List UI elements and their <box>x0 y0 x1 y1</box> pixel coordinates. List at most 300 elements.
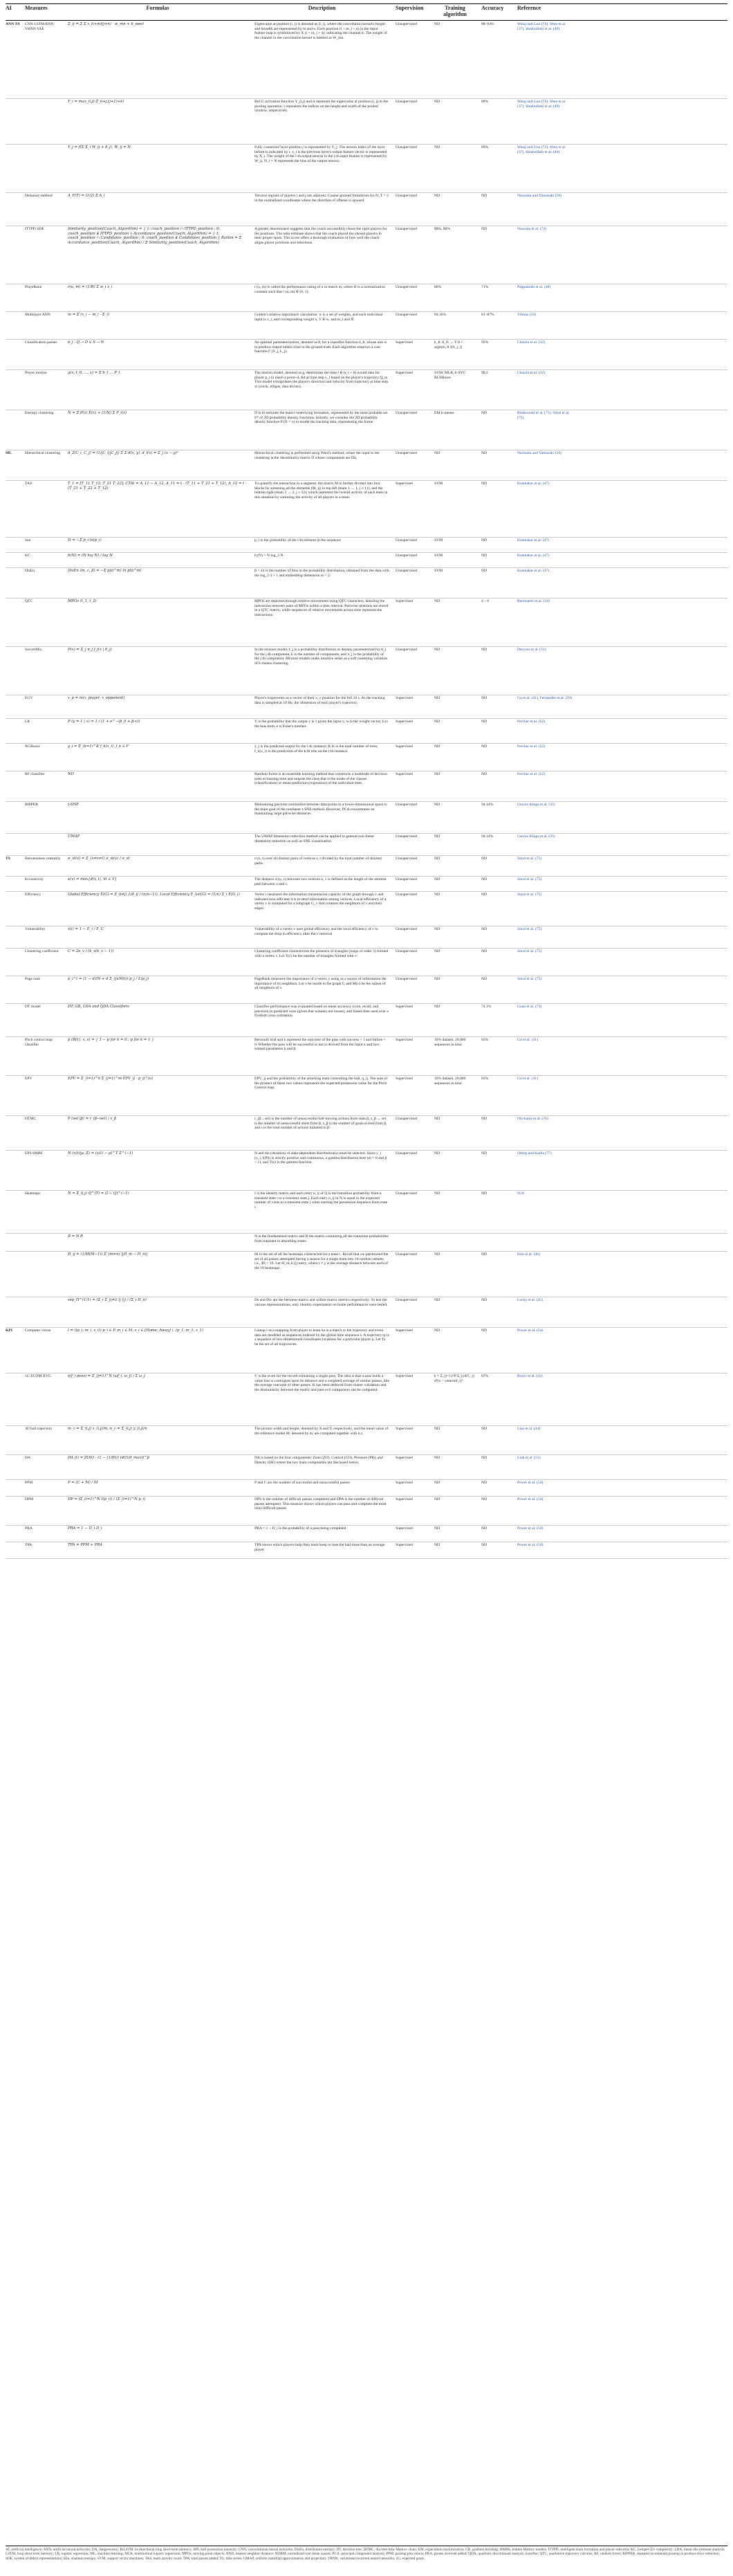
row-supervision: Unsupervised <box>396 1151 417 1155</box>
table-row <box>6 480 727 538</box>
row-measure: Hierarchical clustering <box>25 451 61 455</box>
row-category <box>6 145 24 192</box>
row-supervision: Supervised <box>396 1497 413 1501</box>
row-measure: Eccentricity <box>25 877 44 881</box>
table-row <box>6 948 727 976</box>
row-accuracy: ND <box>481 857 488 861</box>
row-accuracy: ND <box>481 1427 488 1431</box>
row-formula: ND <box>68 772 74 776</box>
row-description: Golden's relative importance calculation: w is a set of weights, and each individual input is x_i, and corresponding weight x, Y ∈ w, and m_i and X'. <box>254 313 383 322</box>
row-description: r (u, m) is called the performance rating of u in match m, where R is a normalization constant such that r (u, m) ∈ [0, 1]. <box>254 285 386 294</box>
row-formula: DA (t) = ZO(t) · (1 − (1/f(t)) (d(t)/d_max))^β <box>68 1456 149 1460</box>
row-description: D is to estimate the team's underlying formation, represented by the most probable set F* of 2D probability density functions. Initially, we consider the 2D probability density function P (X = x) to model the tracking data, representing the frame. <box>254 411 388 425</box>
row-measure: Heatmaps <box>25 1191 41 1196</box>
row-formula: P (y = 1 | x) = 1 / (1 + e^−(β_0 + β·x)) <box>68 720 140 724</box>
table-row <box>6 21 727 99</box>
row-description: The distance d (u, v) between two vertices u, v is defined as the length of the shortest path between u and v. <box>254 877 387 886</box>
row-description: r_(β→set) is the number of unsuccessful ball-moving actions from state β, s_β → set is the number of unsuccessful shots from β, s_β is the number of goals scored from β, and s is the total number of actions initiated in β. <box>254 1117 387 1131</box>
row-formula: P(x) = Σ_j π_j f_j(x | θ_j) <box>68 648 112 652</box>
row-training: ND <box>434 772 440 776</box>
row-reference: Fercher et al. (52) <box>517 772 546 776</box>
table-row <box>6 98 727 145</box>
row-description: Random forest is an ensemble learning method that constructs a multitude of decision trees at training time and outputs the class that is the mode of the classes (classification) or mean prediction (regression) of the individual trees. <box>254 772 388 786</box>
table-row <box>6 801 727 834</box>
row-category: TS <box>6 857 10 861</box>
table-page <box>6 3 727 2573</box>
row-supervision: Supervised <box>396 482 413 486</box>
row-training: ND <box>434 1252 440 1257</box>
row-accuracy: 87% <box>481 1374 489 1378</box>
row-accuracy: 94.14% <box>481 803 494 807</box>
row-measure: EGV <box>25 696 33 700</box>
row-training: SVM <box>434 482 443 486</box>
row-training: MIS, 80% <box>434 227 450 231</box>
row-supervision: Unsupervised <box>396 977 417 981</box>
row-measure: DPM <box>25 1497 34 1501</box>
table-row <box>6 284 727 312</box>
row-accuracy: ND <box>481 893 488 897</box>
row-supervision: Unsupervised <box>396 648 417 652</box>
header-description: Description <box>308 5 336 11</box>
row-training: ND <box>434 1526 440 1531</box>
table-row <box>6 1150 727 1191</box>
row-training: ND <box>434 145 440 149</box>
row-accuracy: 93% <box>481 340 489 345</box>
row-reference: Kusmakar et al. (47) <box>517 482 549 486</box>
row-training: ND <box>434 1481 440 1485</box>
row-category <box>6 877 24 890</box>
row-reference: Liao et al. (44) <box>517 1427 541 1431</box>
row-category <box>6 893 24 925</box>
row-formula: B = N R <box>68 1234 84 1239</box>
row-accuracy: 74.1% <box>481 1005 492 1009</box>
table-row <box>6 976 727 1004</box>
row-supervision: Supervised <box>396 1456 413 1460</box>
row-measure: PRA <box>25 1526 33 1531</box>
row-category <box>6 599 24 646</box>
row-category <box>6 720 24 742</box>
table-row <box>6 1233 727 1252</box>
row-supervision: Supervised <box>396 1427 413 1431</box>
row-measure: DT model <box>25 1005 41 1009</box>
table-row <box>6 771 727 802</box>
row-accuracy: ND <box>481 569 488 573</box>
row-accuracy: ND <box>481 1117 488 1121</box>
row-reference: Sitral et al. (75) <box>517 893 542 897</box>
row-description: PageRank measures the importance of a vertex v using as a source of information the importance of its neighbors. Let v be inside in the graph G and M(v) be the subset of all neighbors of v. <box>254 977 387 991</box>
row-reference: Narizuka and Yamazaki (50) <box>517 451 562 455</box>
row-formula: r(u, m) = (1/R) Σ w_i x_i <box>68 285 113 289</box>
row-formula: sep_H^(1/1) = (Σ_i Σ_(j≠i) ||·||) / (Σ_i H_ii) <box>68 1298 147 1302</box>
row-measure: SoccerMix <box>25 648 42 652</box>
row-formula: v(i) = 1 − E_i / E_G <box>68 927 104 931</box>
row-reference: N/A <box>517 1191 524 1196</box>
table-row <box>6 144 727 193</box>
row-category <box>6 1252 24 1296</box>
row-category <box>6 1543 24 1558</box>
row-description: To quantify the interaction in a segment, the matrix M is further divided into four blocks by summing all the elements (M_ij) in top left (team 1 → 1, j ≤ 11), and the bottom right (team 2 → 2, j ≥ 12), which represent the overall activity of each team in this situation by summing the activity of all players in a team. <box>254 482 388 500</box>
row-category <box>6 340 24 369</box>
row-accuracy: ND <box>481 949 488 953</box>
table-row <box>6 855 727 877</box>
header-accuracy: Accuracy <box>481 5 504 11</box>
row-measure: Efficiency <box>25 893 41 897</box>
row-reference: Wang and Guo (72), Shen et al. (37), Shokrollahi et al. (49) <box>517 100 566 109</box>
row-formula: m = Σ (x_i − m_i · Σ_i) <box>68 313 110 317</box>
header-formulas: Formulas <box>146 5 169 11</box>
row-training: ND <box>434 949 440 953</box>
row-measure: EPV <box>25 1077 33 1081</box>
row-reference: Nouvian et al. (72) <box>517 227 547 231</box>
row-accuracy: 90.2 <box>481 371 488 375</box>
row-accuracy: 89% <box>481 145 489 149</box>
table-row <box>6 410 727 450</box>
row-supervision: Supervised <box>396 696 413 700</box>
row-category: ANN TA <box>6 22 20 26</box>
row-supervision: Supervised <box>396 1481 413 1485</box>
row-description: In the mixture model, f_j is a probability distribution or density parameterized by θ_j for the j-th component, k is the number of components, and π_j is the probability of the j-th component. Mixture models make intuitive sense as a soft clustering variation of k-means clustering. <box>254 648 388 666</box>
row-measure: Vulnerability <box>25 927 46 931</box>
row-measure: TPA <box>25 1543 33 1547</box>
row-reference: Beernaerts et al. (34) <box>517 599 550 603</box>
row-reference: Wang and Guo (72), Shen et al. (37), Shokrollahi et al. (49) <box>517 145 566 154</box>
row-accuracy: ND <box>481 1151 488 1155</box>
row-supervision: Unsupervised <box>396 194 417 198</box>
row-formula: ŷ_i = Σ_(k=1)^K f_k(x_i), f_k ∈ F <box>68 745 129 749</box>
row-measure: Entropy clustering <box>25 411 54 415</box>
row-supervision: Supervised <box>396 1526 413 1531</box>
row-description: I is the identity matrix and each entry n_ij of Q is the transition probability from a transient state i to a transient state j. Each entry n_ij in N is equal to the expected number of visits to a transient state j when starting the possession sequence from state i. <box>254 1191 388 1209</box>
row-supervision: Unsupervised <box>396 538 417 542</box>
row-measure: ITTPD SDE <box>25 227 44 231</box>
row-supervision: Supervised <box>396 371 413 375</box>
row-description: Hi is the set of all the heatmaps constructed for a team i. Recall that we partitioned the set of all passes attempted during a season for a single team into 10 random subsets, i.e., |H| = 10. Let H_m, k (j) entry, where i ≠ j, is the average distance between each of the 10 heatmaps. <box>254 1252 389 1270</box>
row-category <box>6 554 24 567</box>
row-description: p_i is the probability of the i-th element in the sequence <box>254 538 341 542</box>
row-category <box>6 745 24 770</box>
row-reference: Bialkowski et al. (73), Sitral et al. (75) <box>517 411 570 420</box>
row-description: Hierarchical clustering is performed using Ward's method, where the input to the clustering is the dissimilarity matrix D whose components are Dij. <box>254 451 380 460</box>
row-reference: Fercher et al. (52) <box>517 720 546 724</box>
table-row <box>6 339 727 370</box>
row-training: SVM <box>434 554 443 558</box>
row-supervision: Unsupervised <box>396 893 417 897</box>
table-row <box>6 450 727 481</box>
row-supervision: Supervised <box>396 1374 413 1378</box>
row-accuracy: ND <box>481 720 488 724</box>
row-description: DA is based on the four components: Zone (ZO), Control (CO), Pressure (PR), and Density (DE) where the two main components are discussed below. <box>254 1456 383 1465</box>
row-formula: A_F(T) = (1/2) Σ A_i <box>68 194 105 198</box>
row-measure: PlayeRank <box>25 285 42 289</box>
row-category <box>6 1497 24 1524</box>
header-reference: Reference <box>517 5 541 11</box>
row-category <box>6 569 24 597</box>
row-formula: UMAP <box>68 834 80 839</box>
row-category <box>6 371 24 409</box>
row-reference: Decroos et al. (51) <box>517 648 546 652</box>
table-row <box>6 552 727 568</box>
row-measure <box>25 1234 65 1250</box>
row-description: σ (s, t) over all distinct pairs of vertices s, t divided by the total number of shortest paths. <box>254 857 382 866</box>
row-category <box>6 313 24 338</box>
row-category <box>6 1374 24 1425</box>
row-reference: Power et al. (54) <box>517 1328 544 1333</box>
row-formula: PRA = 1 − Π_i D_i <box>68 1526 102 1531</box>
row-training: ND <box>434 877 440 881</box>
row-accuracy: ND <box>481 745 488 749</box>
table-row <box>6 1454 727 1480</box>
row-measure: TAS <box>25 482 33 486</box>
row-training: ND <box>434 648 440 652</box>
row-category <box>6 834 24 855</box>
row-supervision: Supervised <box>396 340 413 345</box>
row-description: Bernoulli trial and k represent the outcome of the pass with success = 1 and failure = 0. Whether the pass will be successful or not is derived from the input x and two trained parameters k and β. <box>254 1038 386 1052</box>
row-training: ND <box>434 451 440 455</box>
row-description: The UMAP dimension reduction method can be applied to general non-linear dimension reduction as well as SNE visualization. <box>254 834 375 843</box>
row-measure: XGBoost <box>25 745 40 749</box>
row-description: Ds and Dw are the between-matrix and within-matrix metrics respectively. To test the various representations, only identity experiments on home performances were tested. <box>254 1298 388 1307</box>
row-training: k_θ: θ_N → Y θ = argmin_θ J(S_j, ĵ) <box>434 340 463 349</box>
row-training: ND <box>434 803 440 807</box>
row-category <box>6 1427 24 1454</box>
row-supervision: Supervised <box>396 772 413 776</box>
row-reference: Otting and Karlis (77) <box>517 1151 552 1155</box>
row-formula: H_ij = (1/M(M−1)) Σ_(m≠n) ||H_m − H_n|| <box>68 1252 148 1257</box>
row-measure: KC <box>25 554 30 558</box>
row-supervision: Unsupervised <box>396 100 417 104</box>
row-accuracy: 71% <box>481 285 489 289</box>
row-description: Clustering coefficient characterizes the presence of triangles (loops of order 3) formed with a vertex v. Let T(v) be the number of triangles formed with v. <box>254 949 389 958</box>
row-training: 94.16% <box>434 313 447 317</box>
row-supervision: Unsupervised <box>396 857 417 861</box>
row-accuracy: ND <box>481 648 488 652</box>
row-reference: García-Aliaga et al. (35) <box>517 803 555 807</box>
header-measures: Measures <box>25 5 48 11</box>
table-row <box>6 1373 727 1426</box>
row-reference: Power et al. (54) <box>517 1497 544 1501</box>
row-training <box>434 1234 474 1250</box>
row-training: ND <box>434 100 440 104</box>
row-measure: CNN LSTM RNN VRNN VAE <box>25 22 54 31</box>
row-training: ND <box>434 599 440 603</box>
row-formula: Z_ij = Σ Σ x_(i+m)(j+n) · w_mn + b_weel <box>68 22 144 26</box>
row-formula: N = Σ_(i,j) Q^(T) = (I − Q)^(−1) <box>68 1191 129 1196</box>
row-measure: Pitch control map classifier <box>25 1038 53 1047</box>
row-formula: v(f_i poss) = Σ_(j=1)^N (ωf_i, ω_j) / Σ ω_j <box>68 1374 145 1378</box>
row-formula: σ_st(v) = Σ_(s≠v≠t) σ_st(v) / σ_st <box>68 857 130 861</box>
row-measure: PPM <box>25 1481 33 1485</box>
row-supervision: Unsupervised <box>396 313 417 317</box>
row-description: EPV_ij and the probability of the attacking team controlling the ball, q_ij. The sum of the product of these two values represents the expected possession value for the Pitch Control map. <box>254 1077 388 1090</box>
row-accuracy: ND <box>481 451 488 455</box>
row-formula: x_p = m(x_player, x_opponent) <box>68 696 125 700</box>
row-training: ND <box>434 927 440 931</box>
row-description: Fully connected layer position j is represented by Y_j. The neuron index of the layer before is indicated by i. x_i is the previous layer's output feature vector is represented by X_i. The weight of the i-th output neuron to the j-th input feature is represented by W_ij. N_i × N represents the bias of the output neuron. <box>254 145 387 163</box>
table-row <box>6 891 727 926</box>
row-description: Eigenvalue at position (i, j) is denoted as Z_ij, where the convolution kernel's height and breadth are represented by m and n. Each position (i + m, j + n) in the input feature map is symbolized by X (i + m, j + n), indicating the channel k. The weight of the channel in the convolution kernel is labeled as W_mn. <box>254 22 387 40</box>
row-training: SVM, MLR, k-SVC RUSBoost <box>434 371 466 380</box>
row-formula: Similarity_position(Coach, Algorithm) = { 1: coach_position ∩ ITTPD_position ; 0: coach_position ∉ ITTPD_position } Accordance_position(Coach, Algorithm) = { 1: coach_position ∩ Candidates_position ; 0: coach_position ∉ Candidates_position } Ration = Σ Accordance_position(Coach, Algorithm) / Σ Similarity_position(Coach, Algorithm) <box>68 227 242 245</box>
row-accuracy: ND <box>481 1252 488 1257</box>
row-measure: RF classifier <box>25 772 45 776</box>
row-description: N and the (duration) of state-dependent distribution(s) must be selected. Since y_i (x_i, EPS) is strictly positive and continuous, a gamma distribution here (m = 0 and β > 1), and T(x) is the gamma function. <box>254 1151 387 1165</box>
row-category <box>6 1151 24 1189</box>
row-formula: TPA = PPM + PRA <box>68 1543 102 1547</box>
row-category <box>6 1077 24 1115</box>
row-category <box>6 772 24 801</box>
header-category: AI <box>6 5 12 11</box>
row-measure <box>25 145 65 192</box>
row-measure: Classification passes <box>25 340 57 345</box>
row-category <box>6 977 24 1003</box>
row-supervision: Unsupervised <box>396 285 417 289</box>
row-category <box>6 1038 24 1075</box>
row-measure: EPS HMM <box>25 1151 43 1155</box>
row-training: SVM <box>434 569 443 573</box>
row-formula: N (x(t)|μ, Σ) = (x(t) − μ)^T Σ^(−1) <box>68 1151 133 1155</box>
row-measure: xG ECOM XVG <box>25 1374 51 1378</box>
table-row <box>6 1425 727 1455</box>
row-supervision: Unsupervised <box>396 411 417 415</box>
row-measure: DisEn <box>25 569 35 573</box>
row-category <box>6 285 24 311</box>
row-training: ND <box>434 1151 440 1155</box>
row-reference: Sitral et al. (75) <box>517 977 542 981</box>
row-formula: P = (C + M) / M <box>68 1481 98 1485</box>
row-reference: Chawla et al. (32) <box>517 340 546 345</box>
row-category <box>6 227 24 283</box>
row-supervision: Unsupervised <box>396 949 417 953</box>
row-category <box>6 1191 24 1232</box>
row-supervision: Unsupervised <box>396 1252 417 1257</box>
row-accuracy: ND <box>481 1456 488 1460</box>
row-supervision <box>396 1234 432 1250</box>
row-reference: Power et al. (54) <box>517 1526 544 1531</box>
row-formula: δ_j : Q → D ∈ S → N <box>68 340 104 345</box>
row-description: DPS is the number of difficult passes completed and DPA is the number of difficult passes attempted. This measure shows which players can pass and complete the most risky/difficult passes <box>254 1497 387 1511</box>
row-reference: Chawla et al. (32) <box>517 371 546 375</box>
row-formula: P (set |β) = r_(β→set) / s_β <box>68 1117 117 1121</box>
table-row <box>6 1251 727 1297</box>
table-row <box>6 311 727 340</box>
row-category <box>6 194 24 225</box>
row-training: ND <box>434 1456 440 1460</box>
row-reference: Power et al. (54) <box>517 1481 544 1485</box>
row-reference: Fercher et al. (52) <box>517 745 546 749</box>
row-description: β = 44 is the number of bins in the probability distribution, obtained from the data with the log_2 4 + 1 and embedding dimension m = 2. <box>254 569 389 578</box>
table-row <box>6 1327 727 1373</box>
row-measure <box>25 1252 65 1296</box>
row-measure: Delaunay method <box>25 194 53 198</box>
row-reference: Gu et al. (41) <box>517 1038 538 1042</box>
row-reference: Kim et al. (46) <box>517 1252 540 1257</box>
table-row <box>6 369 727 410</box>
table-row <box>6 192 727 226</box>
row-accuracy: ND <box>481 194 488 198</box>
row-accuracy: ND <box>481 696 488 700</box>
row-measure: DTMC <box>25 1117 37 1121</box>
table-row <box>6 926 727 949</box>
row-training: ND <box>434 1497 440 1501</box>
row-reference: Yilmaz (56) <box>517 313 536 317</box>
row-formula: p_i^t = (1 − d)/N + d Σ_(j∈M(i)) p_j / L(p_j) <box>68 977 149 981</box>
row-training: ND <box>434 1543 440 1547</box>
row-supervision: Supervised <box>396 1543 413 1547</box>
row-supervision: Unsupervised <box>396 569 417 573</box>
row-formula: EPV = Σ_(i=1)^n Σ_(j=1)^m EPV_ij · p_ij^(u) <box>68 1077 154 1081</box>
row-accuracy <box>481 1234 510 1250</box>
row-formula: DT, GB, LDA and QDA Classifiers <box>68 1005 129 1009</box>
row-measure: DA <box>25 1456 31 1460</box>
table-row <box>6 1525 727 1542</box>
row-formula: l = ((p_i, m_i, s_i)) p_i ∈ P, m_i ∈ M, s_i ∈ [Home, Away] ), (p_1, m_1, s_1) <box>68 1328 203 1333</box>
row-supervision: Unsupervised <box>396 227 417 231</box>
row-reference: Sitral et al. (75) <box>517 857 542 861</box>
row-formula: Global Efficiency E(G) = Σ_(i≠j) 1/d_ij / (n(n−1)), Local Efficiency E_loc(G) = (1/n) Σ_i E(G_i) <box>68 893 240 897</box>
row-training: ND <box>434 1328 440 1333</box>
row-category <box>6 1234 24 1250</box>
row-measure <box>25 100 65 143</box>
row-reference: Kusmakar et al. (47) <box>517 569 549 573</box>
row-description: ReLU activation function Y_(i,j) and it represent the eigenvalue at position (i, j) in the pooling operation, t represents the indices on the height and width of the pooled window, respectively. <box>254 100 389 113</box>
row-supervision: Unsupervised <box>396 877 417 881</box>
row-formula: t-SNE <box>68 803 80 807</box>
row-training: ND <box>434 834 440 839</box>
row-formula: DP = (Σ_(i=1)^N I(p_i)) / (Σ_(i=1)^N p_i) <box>68 1497 146 1501</box>
row-category <box>6 648 24 694</box>
row-measure: Player motion <box>25 371 47 375</box>
row-description: N is the fundamental matrix and R the matrix containing all the transition probabilities from transient to absorbing states. <box>254 1234 389 1243</box>
row-reference: Pappalardo et al. (48) <box>517 285 551 289</box>
row-description: b (N) = N log_2 N <box>254 554 284 558</box>
row-supervision: Unsupervised <box>396 1191 417 1196</box>
row-training: k = Σ_(i=1)^P Σ_(x∈C_i) d²(x − centroid_i)² <box>434 1374 474 1383</box>
row-reference: Gu et al. (41) <box>517 1077 538 1081</box>
row-formula: T_1 = [T_11 T_12; T_21 T_22], CTAI = A_11 − A_12, A_11 = t · (T_11 + T_21 + T_12), A_12 = t · (T_21 + T_22 + T_12) <box>68 482 247 491</box>
row-formula: p (B(ξ), x, s) = { 1 − p for k = 0 ; p for k = 1 } <box>68 1038 154 1042</box>
table-body <box>6 21 727 2545</box>
row-supervision: Unsupervised <box>396 834 417 839</box>
row-training: ND <box>434 194 440 198</box>
row-reference: Gu et al. (41), Fernandez et al. (59) <box>517 696 572 700</box>
row-category <box>6 1481 24 1495</box>
table-row <box>6 598 727 647</box>
row-description: Player's trajectories as a vector of their x, y position for the full 10 s. As the tracking data is sampled at 10 Hz, the dimension of each player's trajectory. <box>254 696 385 705</box>
row-reference: Olymanis et al. (76) <box>517 1117 548 1121</box>
row-supervision: Supervised <box>396 745 413 749</box>
row-measure: Multilayer ANN <box>25 313 50 317</box>
row-reference: Power et al. (54) <box>517 1543 544 1547</box>
row-accuracy: ND <box>481 227 488 231</box>
row-measure: Clustering coefficient <box>25 949 59 953</box>
row-measure: Betweenness centrality <box>25 857 61 861</box>
row-category <box>6 803 24 832</box>
row-category: KPI <box>6 1328 12 1333</box>
row-formula: N = Σ P(x) E(x) + (1/N) Σ P_i(x) <box>68 411 127 415</box>
row-supervision: Supervised <box>396 1328 413 1333</box>
row-description: Classifier performance was evaluated based on mean accuracy score, recall, and precision in predicted wins (given that winners not losses), and losses then used over a fivefold cross-validation. <box>254 1005 389 1018</box>
table-row <box>6 226 727 284</box>
row-training: 10% dataset, 20,000 sequences in total <box>434 1077 466 1086</box>
row-supervision: Unsupervised <box>396 554 417 558</box>
table-row <box>6 1075 727 1116</box>
row-category <box>6 949 24 975</box>
row-supervision: Supervised <box>396 720 413 724</box>
row-description: The motion model, denoted as g, determines the time t ∈ (t, t + δ) would take for player p_t to reach a point–d, Ad at time step x_t based on the player's trajectory Q_ts. This model extrapolates the player's direction and velocity from trajectory at time step xt (clock, ellipse, data driven). <box>254 371 389 389</box>
row-accuracy: ND <box>481 554 488 558</box>
row-training: ND <box>434 1427 440 1431</box>
row-formula: C = 2e_v / (k_v(k_v − 1)) <box>68 949 114 953</box>
